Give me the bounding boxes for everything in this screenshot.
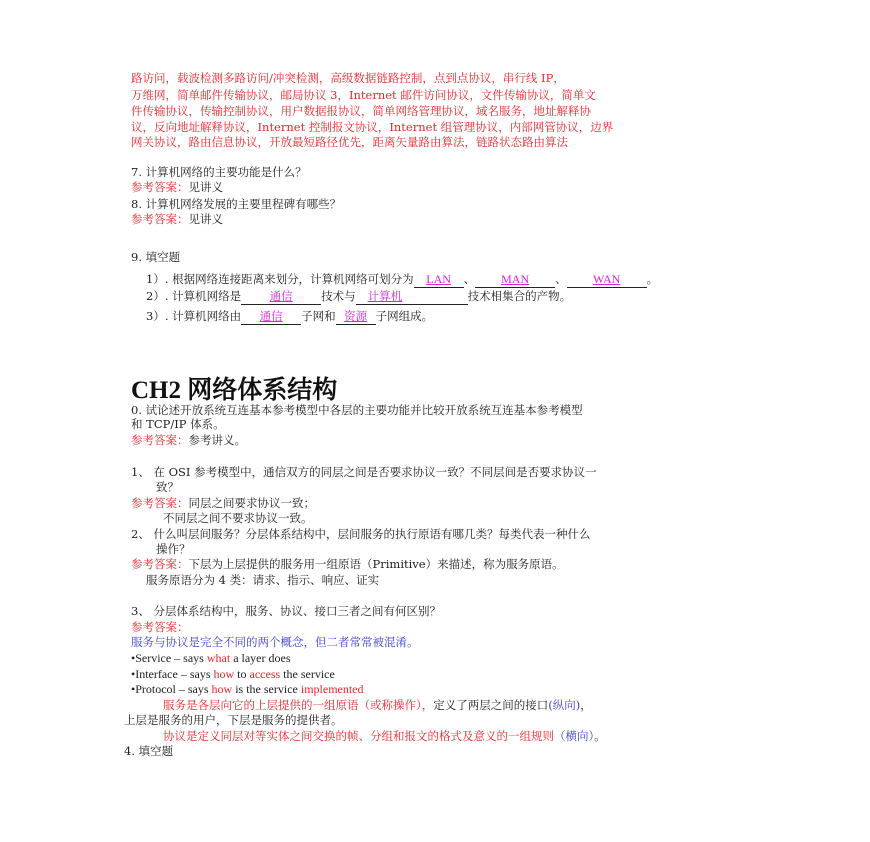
text-line: 议，反向地址解释协议，Internet 控制报文协议，Internet 组管理协议，内部网管协议，边界 xyxy=(131,120,614,134)
answer-text: 见讲义 xyxy=(188,180,223,194)
highlight-text: what xyxy=(206,651,231,665)
punctuation: ， xyxy=(580,698,592,712)
question-2: 2、 什么叫层间服务？分层体系结构中，层间服务的执行原语有哪几类？每类代表一种什么 xyxy=(131,527,591,541)
highlight-text: 服务是各层向它的上层提供的一组原语（或称操作）， xyxy=(163,698,434,712)
bullet-text: •Service – says xyxy=(131,651,207,665)
answer-text: 见讲义 xyxy=(188,212,223,226)
fill-text: 子网和 xyxy=(301,309,336,323)
answer-label: 参考答案： xyxy=(131,496,189,510)
body-text: 定义了两层之间的接口 xyxy=(433,698,549,712)
chapter-heading: CH2 网络体系结构 xyxy=(131,377,338,404)
blank-answer: LAN xyxy=(426,272,451,286)
bullet-service xyxy=(131,650,291,666)
highlight-text: implemented xyxy=(300,682,364,696)
bullet-text: •Interface – says xyxy=(131,667,214,681)
bullet-interface xyxy=(131,666,335,682)
answer-2-cont: 服务原语分为 4 类：请求、指示、响应、证实 xyxy=(146,573,380,587)
direction-note: （横向） xyxy=(554,729,595,743)
answer-1 xyxy=(131,495,315,511)
question-1: 1、 在 OSI 参考模型中，通信双方的同层之间是否要求协议一致？不同层间是否要求协议一 xyxy=(131,465,597,479)
fill-text: 技术与 xyxy=(321,289,356,303)
blank-answer: WAN xyxy=(592,272,621,286)
text-line: 路访问，载波检测多路访问/冲突检测，高级数据链路控制，点到点协议，串行线 IP， xyxy=(131,71,565,85)
question-0-cont: 和 TCP/IP 体系。 xyxy=(131,417,225,431)
bullet-text: is the service xyxy=(232,682,301,696)
answer-label: 参考答案： xyxy=(131,180,189,194)
answer-0 xyxy=(131,432,246,448)
bullet-text: to xyxy=(234,667,250,681)
direction-note: (纵向) xyxy=(548,698,581,712)
answer-label: 参考答案： xyxy=(131,557,189,571)
answer-text: 下层为上层提供的服务用一组原语（Primitive）来描述，称为服务原语。 xyxy=(188,557,564,571)
service-definition xyxy=(163,697,592,713)
answer-7 xyxy=(131,179,223,195)
question-8: 8. 计算机网络发展的主要里程碑有哪些？ xyxy=(131,197,342,211)
punctuation: 。 xyxy=(594,729,606,743)
blank-answer: 通信 xyxy=(269,289,293,303)
separator: 、 xyxy=(463,272,476,286)
fill-text: 子网组成。 xyxy=(375,309,434,323)
bullet-protocol xyxy=(131,681,364,697)
question-4: 4. 填空题 xyxy=(124,744,174,758)
blank-answer: 通信 xyxy=(259,309,283,323)
answer-1-cont: 不同层之间不要求协议一致。 xyxy=(163,511,313,525)
text-line: 网关协议，路由信息协议，开放最短路径优先，距离矢量路由算法，链路状态路由算法 xyxy=(131,135,568,149)
question-9: 9. 填空题 xyxy=(131,250,181,264)
question-0: 0. 试论述开放系统互连基本参考模型中各层的主要功能并比较开放系统互连基本参考模型 xyxy=(131,403,583,417)
text-line: 万维网，简单邮件传输协议，邮局协议 3，Internet 邮件访问协议，文件传输协议，简单文 xyxy=(131,88,596,102)
answer-label: 参考答案： xyxy=(131,433,189,447)
bullet-text: a layer does xyxy=(230,651,291,665)
fill-text: 1）. 根据网络连接距离来划分，计算机网络可划分为 xyxy=(146,272,414,286)
period: 。 xyxy=(646,272,659,286)
bullet-text: the service xyxy=(280,667,335,681)
service-users: 上层是服务的用户，下层是服务的提供者。 xyxy=(124,713,343,727)
highlight-text: access xyxy=(249,667,281,681)
fill-text: 3）. 计算机网络由 xyxy=(146,309,242,323)
question-1-cont: 致？ xyxy=(156,480,179,494)
answer-3-summary: 服务与协议是完全不同的两个概念，但二者常常被混淆。 xyxy=(131,635,419,649)
fill-blank-1 xyxy=(146,271,658,288)
answer-2 xyxy=(131,556,564,572)
separator: 、 xyxy=(555,272,567,286)
answer-8 xyxy=(131,211,223,227)
fill-blank-2 xyxy=(146,288,571,305)
blank-answer: 计算机 xyxy=(367,289,403,303)
answer-label: 参考答案： xyxy=(131,620,189,634)
answer-text: 参考讲义。 xyxy=(188,433,246,447)
question-2-cont: 操作？ xyxy=(156,542,191,556)
text-line: 件传输协议，传输控制协议，用户数据报协议，简单网络管理协议，域名服务，地址解释协 xyxy=(131,104,591,118)
highlight-text: how xyxy=(211,682,233,696)
question-3: 3、 分层体系结构中，服务、协议、接口三者之间有何区别？ xyxy=(131,604,441,618)
fill-text: 技术相集合的产物。 xyxy=(467,289,572,303)
blank-answer: MAN xyxy=(501,272,530,286)
protocol-definition xyxy=(163,728,606,744)
fill-blank-3 xyxy=(146,308,433,325)
answer-label: 参考答案： xyxy=(131,212,189,226)
fill-text: 2）. 计算机网络是 xyxy=(146,289,242,303)
highlight-text: 协议是定义同层对等实体之间交换的帧、分组和报文的格式及意义的一组规则 xyxy=(163,729,554,743)
highlight-text: how xyxy=(213,667,235,681)
blank-answer: 资源 xyxy=(344,309,368,323)
answer-text: 同层之间要求协议一致； xyxy=(188,496,315,510)
bullet-text: •Protocol – says xyxy=(131,682,212,696)
question-7: 7. 计算机网络的主要功能是什么？ xyxy=(131,165,307,179)
